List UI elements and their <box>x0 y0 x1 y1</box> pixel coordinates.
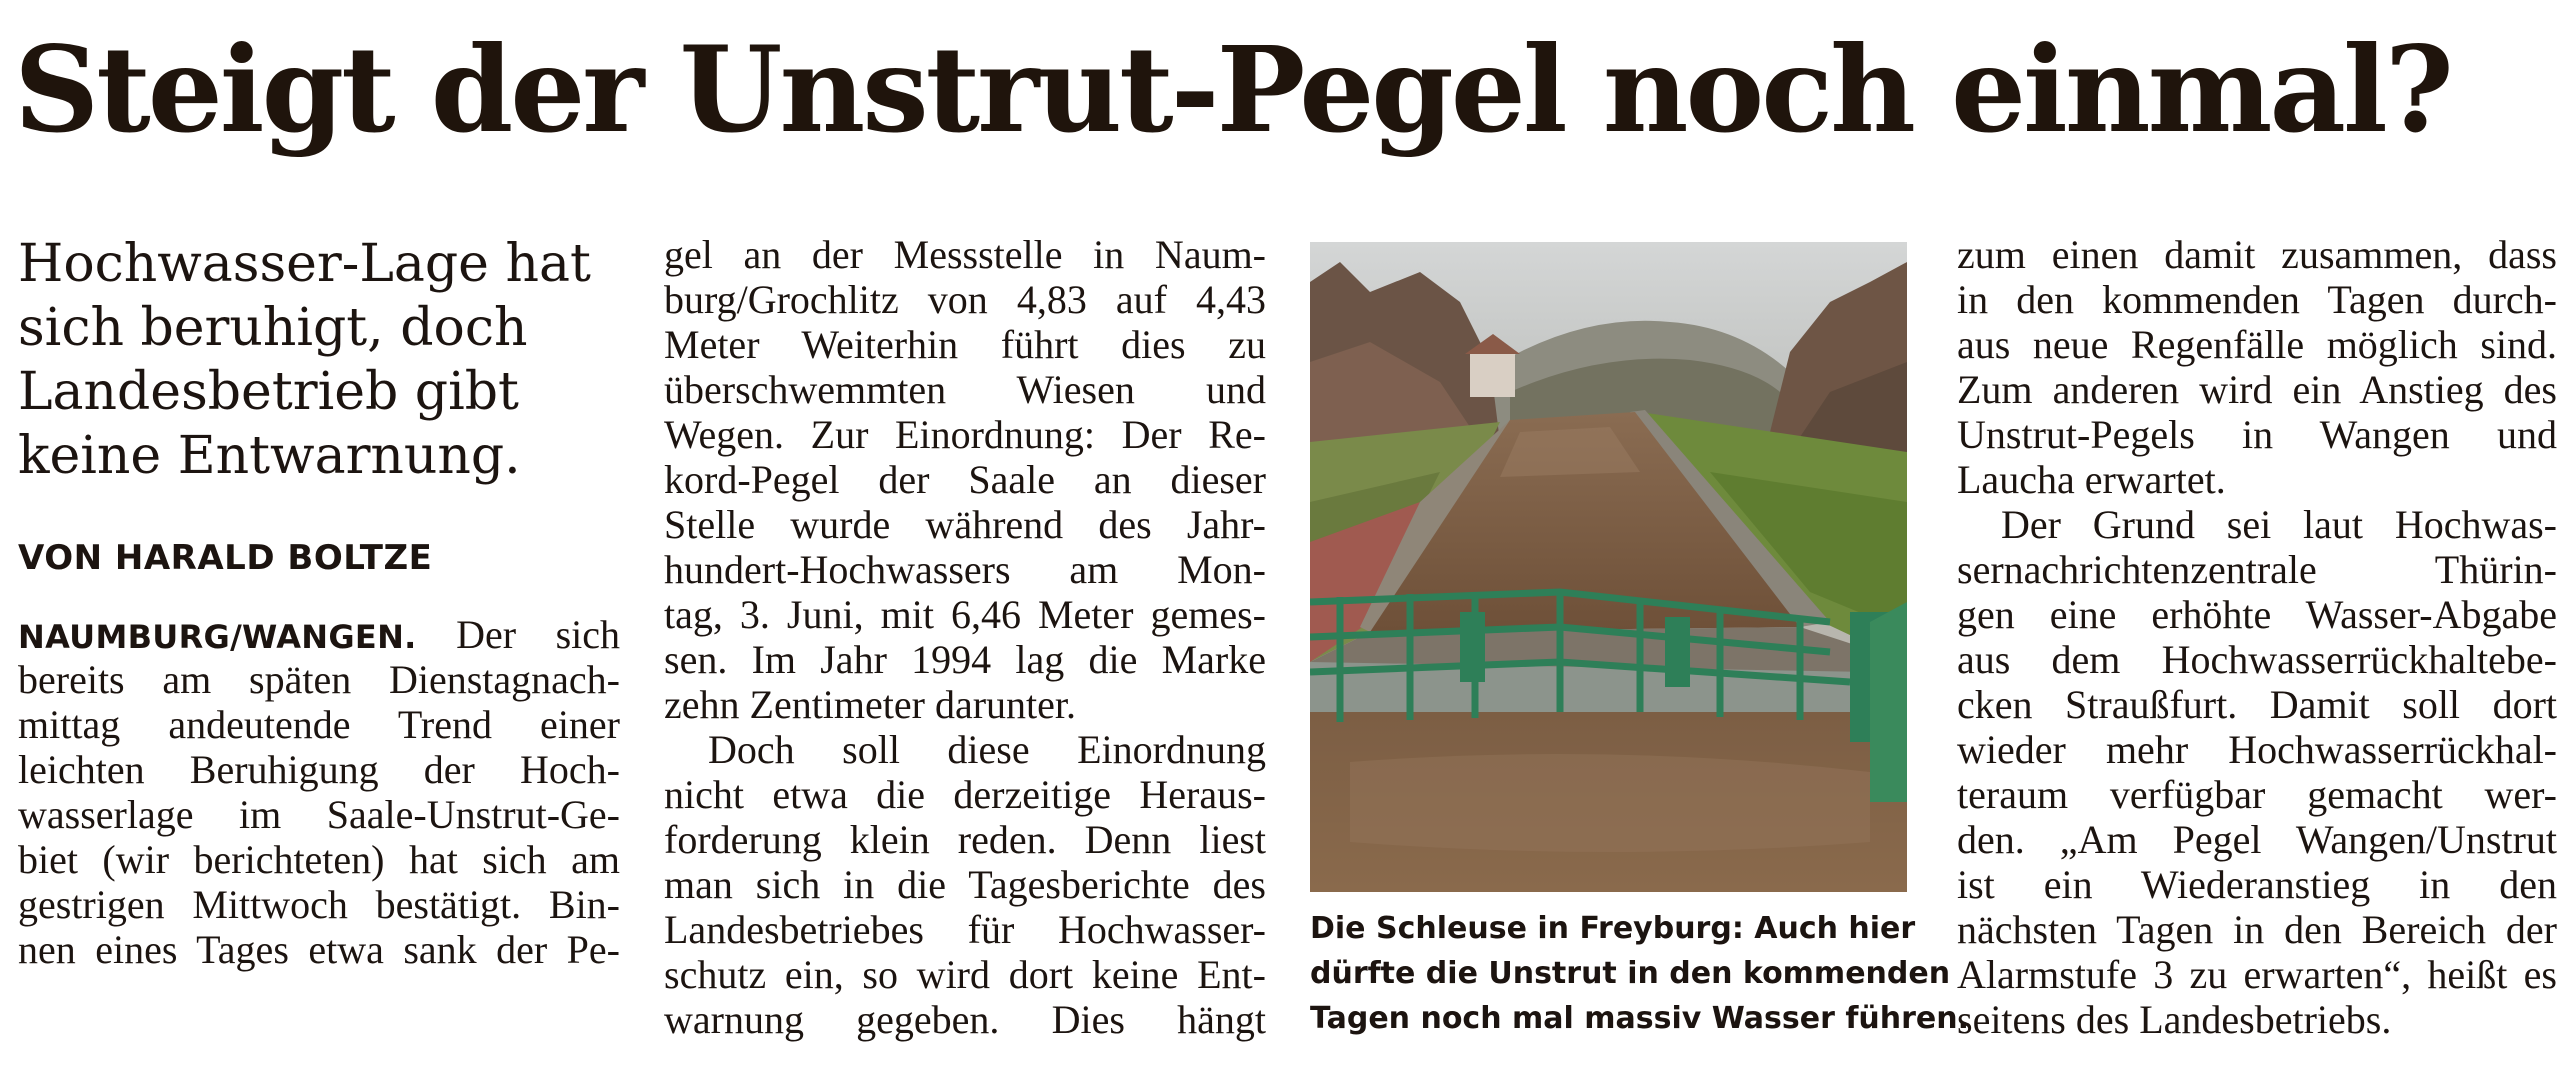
byline: VON HARALD BOLTZE <box>18 538 433 578</box>
column-2 <box>664 232 1266 1042</box>
photo-caption <box>1310 906 1969 1041</box>
text-line: Unstrut-Pegels in Wangen und <box>1957 412 2557 457</box>
text-line: biet (wir berichteten) hat sich am <box>18 837 620 882</box>
lock-photo <box>1310 242 1907 892</box>
text-line: gel an der Messstelle in Naum- <box>664 232 1266 277</box>
headline: Steigt der Unstrut-Pegel noch einmal? <box>14 20 2451 159</box>
dateline: NAUMBURG/WANGEN. <box>18 618 417 656</box>
text-line <box>18 612 620 657</box>
text-line: gestrigen Mittwoch bestätigt. Bin- <box>18 882 620 927</box>
text-line: Alarmstufe 3 zu erwarten“, heißt es <box>1957 952 2557 997</box>
text-line: man sich in die Tagesberichte des <box>664 862 1266 907</box>
text-line: Wegen. Zur Einordnung: Der Re- <box>664 412 1266 457</box>
text-line: mittag andeutende Trend einer <box>18 702 620 747</box>
text-line: Der Grund sei laut Hochwas- <box>2001 502 2557 547</box>
text-line: ist ein Wiederanstieg in den <box>1957 862 2557 907</box>
text-line: zum einen damit zusammen, dass <box>1957 232 2557 277</box>
caption-line: Tagen noch mal massiv Wasser führen. <box>1310 1001 1969 1036</box>
text-line: nen eines Tages etwa sank der Pe- <box>18 927 620 972</box>
text-line: den. „Am Pegel Wangen/Unstrut <box>1957 817 2557 862</box>
text-line: seitens des Landesbetriebs. <box>1957 997 2392 1042</box>
text-line: überschwemmten Wiesen und <box>664 367 1266 412</box>
text-line: hundert-Hochwassers am Mon- <box>664 547 1266 592</box>
subheadline <box>18 232 620 488</box>
text-line: sen. Im Jahr 1994 lag die Marke <box>664 637 1266 682</box>
text-line: Zum anderen wird ein Anstieg des <box>1957 367 2557 412</box>
text-fragment: Der sich <box>456 612 620 657</box>
subhead-line: sich beruhigt, doch <box>18 298 528 358</box>
column-1 <box>18 232 620 972</box>
text-line: gen eine erhöhte Wasser-Abgabe <box>1957 592 2557 637</box>
text-line: kord-Pegel der Saale an dieser <box>664 457 1266 502</box>
text-line: cken Straußfurt. Damit soll dort <box>1957 682 2557 727</box>
text-line: wasserlage im Saale-Unstrut-Ge- <box>18 792 620 837</box>
subhead-line: Landesbetrieb gibt <box>18 362 519 422</box>
text-line: burg/Grochlitz von 4,83 auf 4,43 <box>664 277 1266 322</box>
text-line: aus neue Regenfälle möglich sind. <box>1957 322 2557 367</box>
text-line: bereits am späten Dienstagnach- <box>18 657 620 702</box>
text-line: leichten Beruhigung der Hoch- <box>18 747 620 792</box>
subhead-line: keine Entwarnung. <box>18 426 521 486</box>
text-line: teraum verfügbar gemacht wer- <box>1957 772 2557 817</box>
text-line: schutz ein, so wird dort keine Ent- <box>664 952 1266 997</box>
text-line: Stelle wurde während des Jahr- <box>664 502 1266 547</box>
text-line: wieder mehr Hochwasserrückhal- <box>1957 727 2557 772</box>
text-line: warnung gegeben. Dies hängt <box>664 997 1266 1042</box>
text-line: nächsten Tagen in den Bereich der <box>1957 907 2557 952</box>
text-line: Laucha erwartet. <box>1957 457 2226 502</box>
text-line: forderung klein reden. Denn liest <box>664 817 1266 862</box>
text-line: aus dem Hochwasserrückhaltebe- <box>1957 637 2557 682</box>
text-line: in den kommenden Tagen durch- <box>1957 277 2557 322</box>
text-line: zehn Zentimeter darunter. <box>664 682 1077 727</box>
caption-line: dürfte die Unstrut in den kommenden <box>1310 956 1951 991</box>
text-line: Doch soll diese Einordnung <box>708 727 1266 772</box>
column-4 <box>1957 232 2557 1042</box>
text-line: Meter Weiterhin führt dies zu <box>664 322 1266 367</box>
caption-line: Die Schleuse in Freyburg: Auch hier <box>1310 911 1916 946</box>
text-line: Landesbetriebes für Hochwasser- <box>664 907 1266 952</box>
text-line: nicht etwa die derzeitige Heraus- <box>664 772 1266 817</box>
subhead-line: Hochwasser-Lage hat <box>18 234 591 294</box>
lock-illustration <box>1310 242 1907 892</box>
text-line: sernachrichtenzentrale Thürin- <box>1957 547 2557 592</box>
text-line: tag, 3. Juni, mit 6,46 Meter gemes- <box>664 592 1266 637</box>
